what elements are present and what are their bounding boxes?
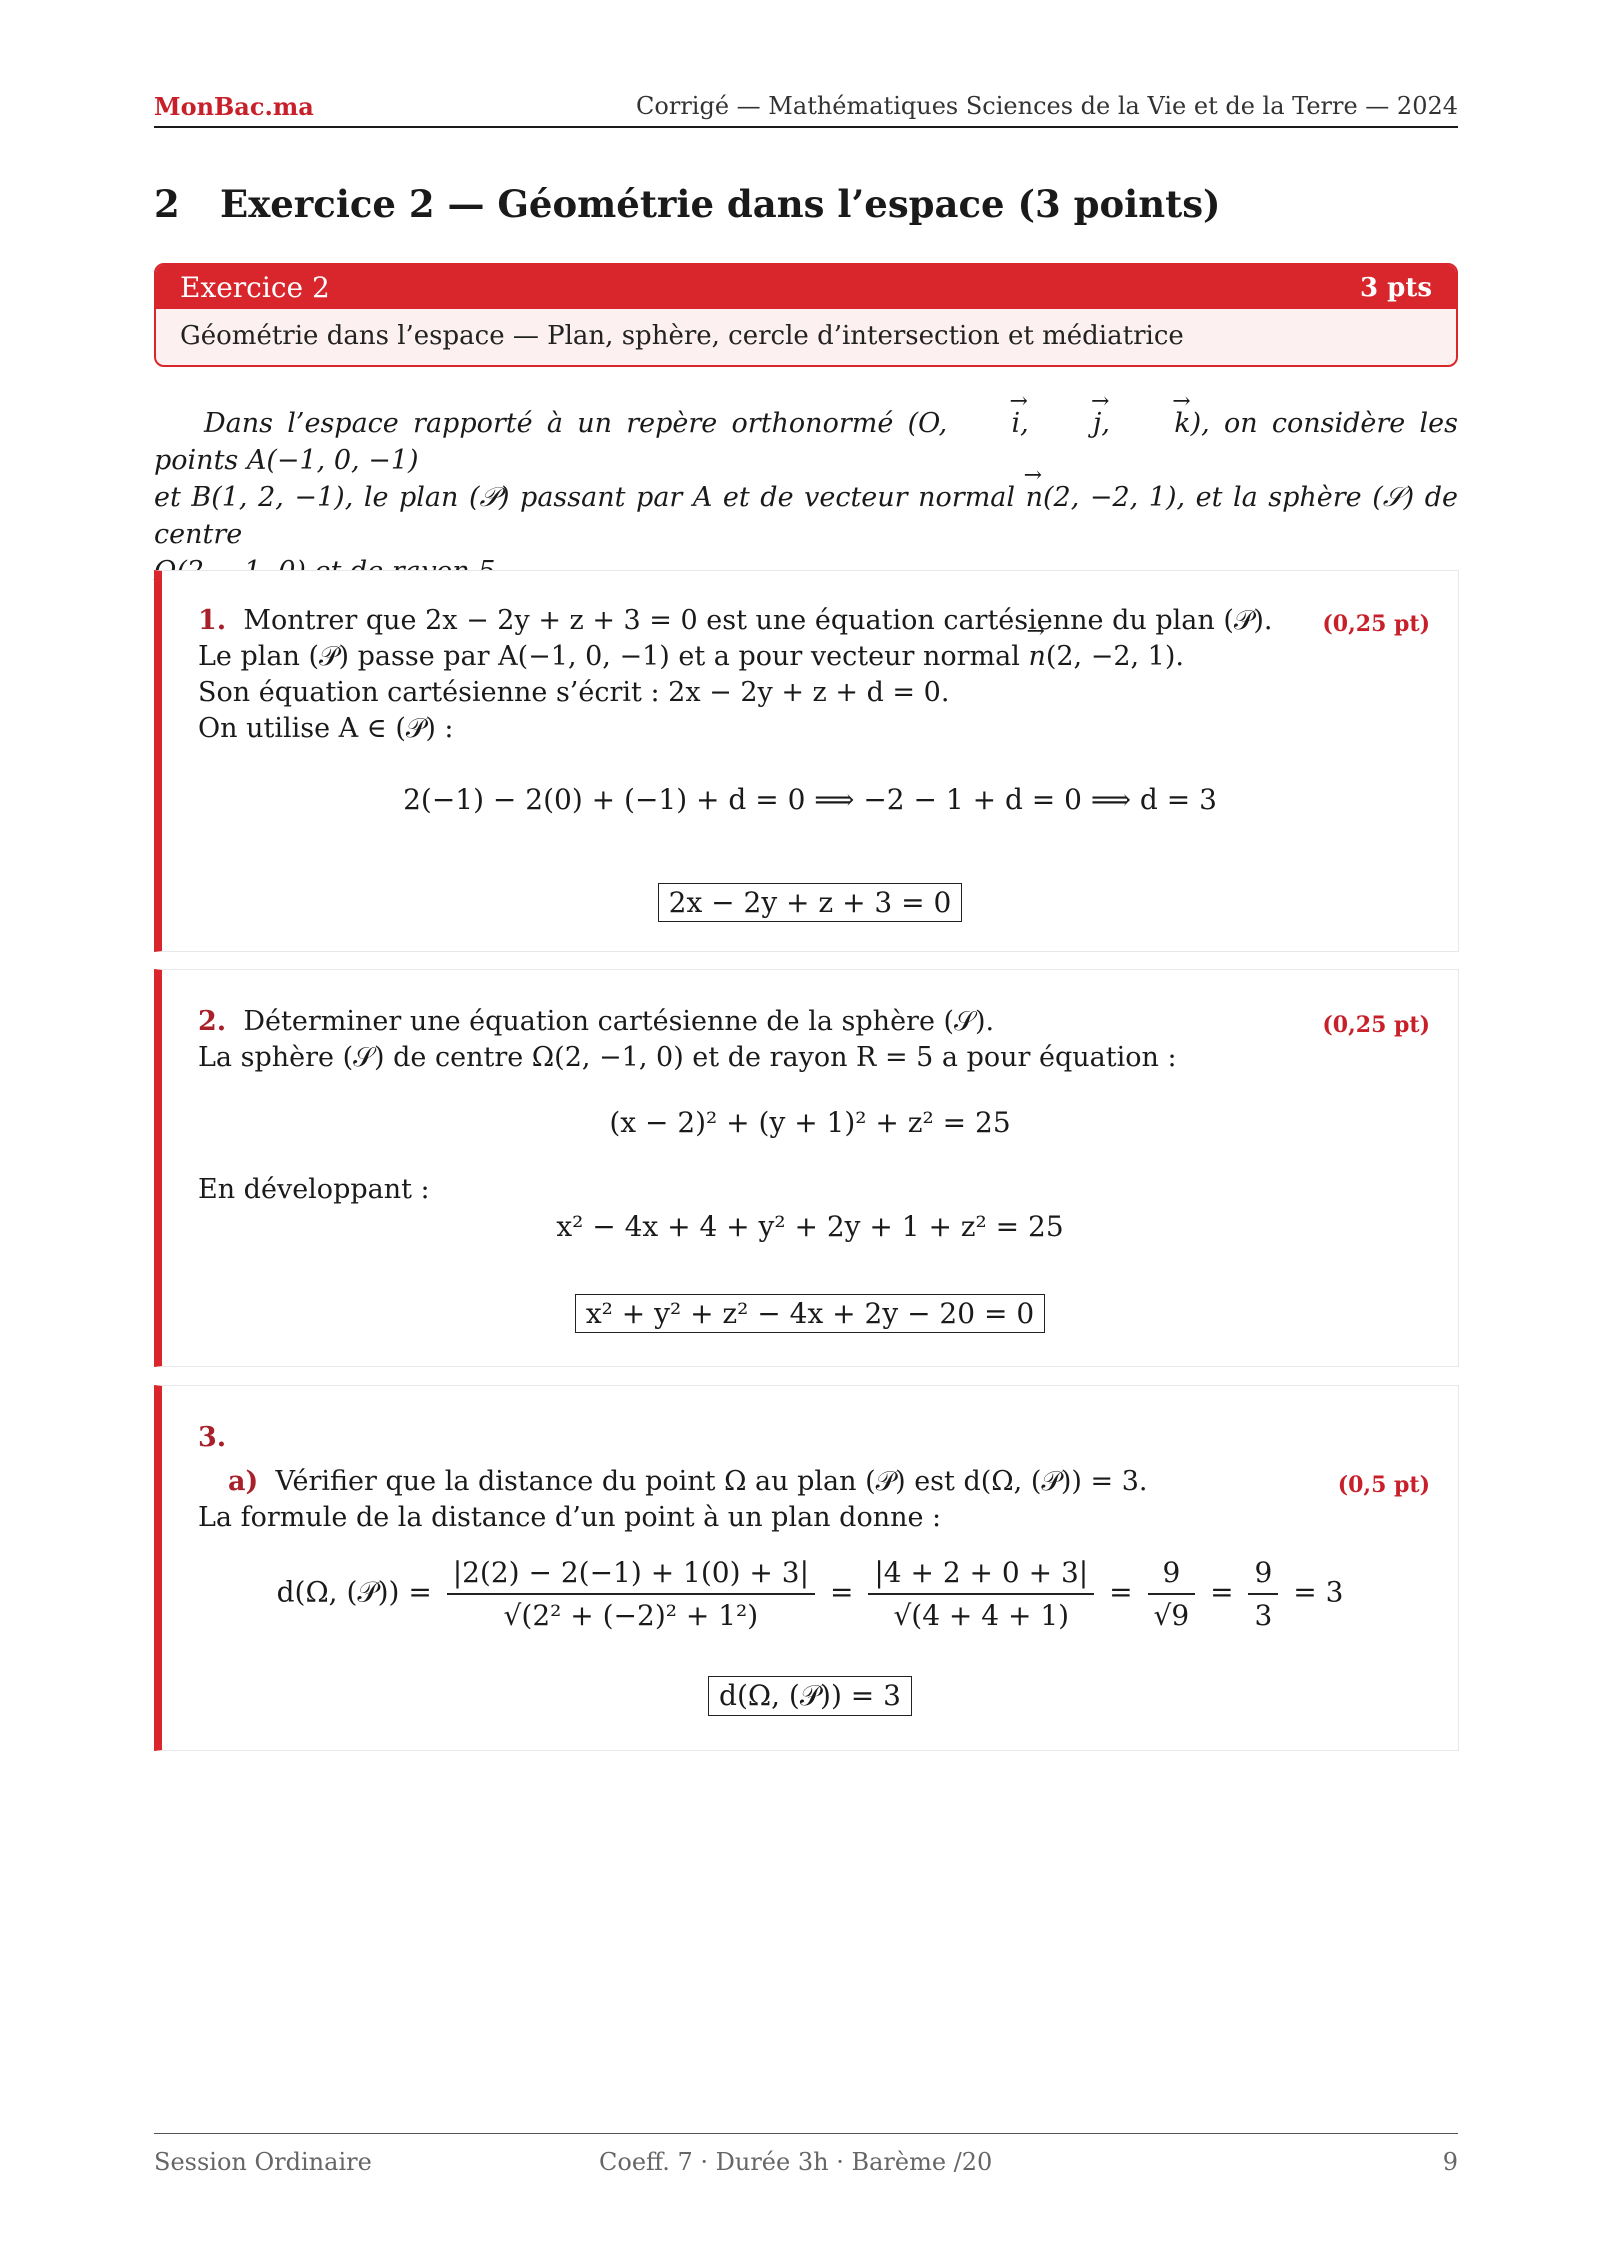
intro-text-4: (2, −2, 1), et la sphère (𝒮) de centre	[154, 482, 1458, 550]
question-3-number	[198, 1422, 226, 1453]
vector-n: → n	[1028, 641, 1045, 672]
exercise-banner-header	[156, 265, 1456, 309]
question-1-number: 1.	[198, 605, 227, 636]
exercise-points: 3 pts	[1360, 273, 1432, 303]
equals-sign: =	[1109, 1575, 1133, 1609]
footer-info: Coeff. 7 · Durée 3h · Barème /20	[599, 2148, 993, 2176]
distance-lhs: d(Ω, (𝒫)) =	[276, 1575, 432, 1609]
exercise-banner	[154, 263, 1458, 367]
question-3a-text: Vérifier que la distance du point Ω au plan (𝒫) est d(Ω, (𝒫)) = 3.	[275, 1466, 1148, 1497]
question-1-points: (0,25 pt)	[1322, 611, 1430, 637]
question-2-equation-1: (x − 2)² + (y + 1)² + z² = 25	[609, 1106, 1011, 1139]
question-2-text: Déterminer une équation cartésienne de la sphère (𝒮).	[243, 1006, 995, 1037]
fraction-2-denominator: √(4 + 4 + 1)	[893, 1599, 1070, 1632]
fraction-2	[868, 1556, 1094, 1632]
question-1-equation: 2(−1) − 2(0) + (−1) + d = 0 ⟹ −2 − 1 + d = 0 ⟹ d = 3	[403, 783, 1217, 816]
fraction-4	[1248, 1556, 1278, 1632]
question-1-result: 2x − 2y + z + 3 = 0	[658, 883, 963, 922]
equals-sign: =	[1210, 1575, 1234, 1609]
fraction-3-numerator: 9	[1148, 1556, 1196, 1595]
question-2-box	[154, 969, 1459, 1367]
question-1-line-3: On utilise A ∈ (𝒫) :	[198, 713, 454, 744]
page	[154, 0, 1458, 2262]
question-2-statement	[198, 1006, 994, 1038]
intro-text-3: et B(1, 2, −1), le plan (𝒫) passant par A et de vecteur normal	[154, 482, 1016, 513]
exercise-subtitle: Géométrie dans l’espace — Plan, sphère, cercle d’intersection et médiatrice	[180, 321, 1184, 351]
question-1-result-wrap	[162, 883, 1458, 922]
question-2-equation-2: x² − 4x + 4 + y² + 2y + 1 + z² = 25	[556, 1210, 1064, 1243]
question-2-line-1: La sphère (𝒮) de centre Ω(2, −1, 0) et de rayon R = 5 a pour équation :	[198, 1042, 1177, 1073]
question-3a-result-wrap	[162, 1676, 1458, 1716]
fraction-4-denominator: 3	[1254, 1599, 1273, 1632]
page-footer	[154, 2133, 1458, 2174]
exercise-label: Exercice 2	[180, 271, 330, 304]
question-1-text: Montrer que 2x − 2y + z + 3 = 0 est une équation cartésienne du plan (𝒫).	[243, 605, 1273, 636]
question-1-line-1	[198, 641, 1184, 673]
question-2-result: x² + y² + z² − 4x + 2y − 20 = 0	[575, 1294, 1045, 1333]
fraction-3-denominator: √9	[1153, 1599, 1190, 1632]
page-number: 9	[1442, 2148, 1458, 2176]
question-2-points: (0,25 pt)	[1322, 1012, 1430, 1038]
fraction-1	[447, 1556, 815, 1632]
question-1-line-1-text: Le plan (𝒫) passe par A(−1, 0, −1) et a pour vecteur normal	[198, 641, 1020, 672]
question-3a-statement	[228, 1466, 1147, 1498]
fraction-4-numerator: 9	[1248, 1556, 1278, 1595]
question-2-number: 2.	[198, 1006, 227, 1037]
question-1-statement	[198, 605, 1272, 637]
question-3-box	[154, 1385, 1459, 1751]
question-3a-points: (0,5 pt)	[1337, 1472, 1430, 1498]
question-1-line-1-tail: (2, −2, 1).	[1045, 641, 1184, 672]
distance-tail: = 3	[1293, 1575, 1344, 1609]
intro-text-2: ), on considère les points A(−1, 0, −1)	[154, 408, 1458, 476]
vector-i: → i	[962, 405, 1021, 442]
fraction-2-numerator: |4 + 2 + 0 + 3|	[868, 1556, 1094, 1595]
fraction-3	[1148, 1556, 1196, 1632]
footer-session: Session Ordinaire	[154, 2148, 372, 2176]
vector-j: → j	[1043, 405, 1101, 442]
exercise-intro: Dans l’espace rapporté à un repère orthonormé (O, → i, → j, → k), on considère les points A(−1, 0, −1) et B(1, 2, −1), le plan (𝒫) passant par A et de vecteur normal → n(2, −2, 1), et la sphère (𝒮) de centre	[154, 405, 1458, 590]
section-heading	[154, 182, 1221, 226]
intro-text-1: Dans l’espace rapporté à un repère orthonormé (O,	[204, 408, 948, 439]
vector-k: → k	[1124, 405, 1190, 442]
section-title: Exercice 2 — Géométrie dans l’espace (3 points)	[220, 182, 1221, 226]
question-1-line-2: Son équation cartésienne s’écrit : 2x − 2y + z + d = 0.	[198, 677, 950, 708]
section-number: 2	[154, 182, 180, 226]
equals-sign: =	[829, 1575, 854, 1609]
brand-logo-text[interactable]: MonBac.ma	[154, 92, 314, 121]
question-3a-result: d(Ω, (𝒫)) = 3	[708, 1676, 912, 1716]
fraction-1-numerator: |2(2) − 2(−1) + 1(0) + 3|	[447, 1556, 815, 1595]
question-1-box	[154, 570, 1459, 952]
question-3a-label: a)	[228, 1466, 259, 1497]
distance-equation	[162, 1556, 1458, 1632]
fraction-1-denominator: √(2² + (−2)² + 1²)	[503, 1599, 759, 1632]
question-3a-line-1: La formule de la distance d’un point à un plan donne :	[198, 1502, 942, 1533]
question-2-line-2: En développant :	[198, 1174, 430, 1205]
question-3-number-text: 3.	[198, 1422, 227, 1453]
vector-n: → n	[1026, 479, 1043, 516]
question-2-result-wrap	[162, 1294, 1458, 1333]
document-title: Corrigé — Mathématiques Sciences de la Vie et de la Terre — 2024	[636, 92, 1458, 120]
page-header	[154, 88, 1458, 128]
